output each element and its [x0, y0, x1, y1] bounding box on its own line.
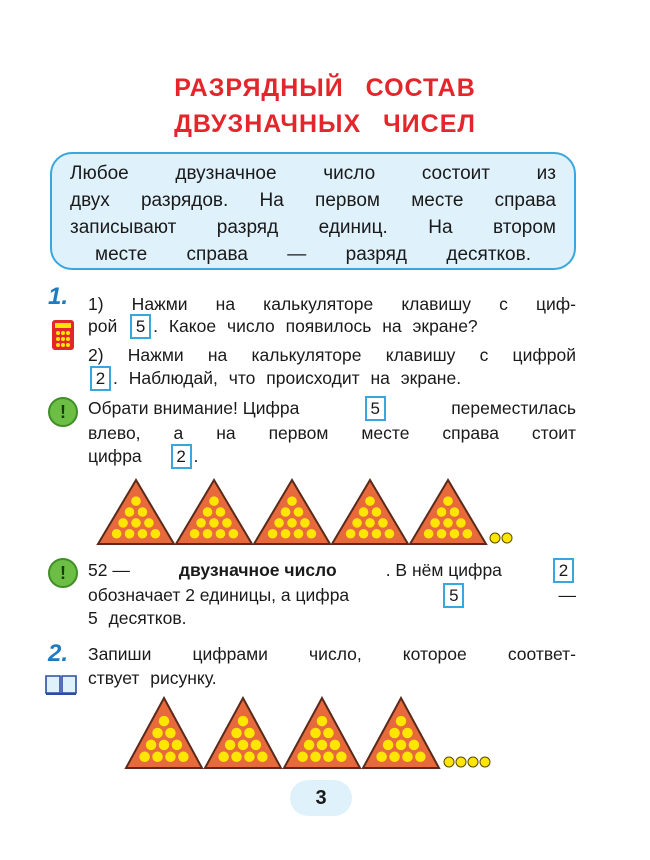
ten-dot: [125, 529, 135, 539]
ten-dot: [139, 752, 150, 763]
page-title-line-2: ДВУЗНАЧНЫХ ЧИСЕЛ: [174, 110, 476, 138]
text: —: [558, 585, 576, 605]
unit-dot: [480, 757, 490, 767]
ten-triangle: [284, 698, 360, 768]
bold-term: двузначное число: [178, 560, 337, 580]
task-1-number: 1.: [48, 283, 69, 310]
task-1-part-2-line-2: [88, 366, 461, 391]
ten-dot: [323, 752, 334, 763]
ten-dot: [402, 752, 413, 763]
ten-dot: [225, 740, 236, 751]
attention-icon: !: [48, 558, 78, 588]
digit-box: 5: [130, 314, 151, 339]
ten-dot: [118, 518, 128, 528]
ten-dot: [352, 518, 362, 528]
ten-dot: [146, 740, 157, 751]
text: 52 —: [88, 560, 130, 580]
ten-dot: [389, 728, 400, 739]
ten-dot: [336, 752, 347, 763]
ten-triangle: [410, 480, 486, 544]
unit-dot: [502, 533, 512, 543]
ten-dot: [365, 518, 375, 528]
ten-dot: [372, 507, 382, 517]
task-1-part-1-line-1: 1) Нажми на калькуляторе клавишу с циф-: [88, 294, 576, 314]
ten-dot: [294, 507, 304, 517]
row-2-shapes: [126, 698, 490, 768]
ten-dot: [216, 529, 226, 539]
ten-dot: [178, 752, 189, 763]
text: .: [193, 446, 199, 466]
ten-dot: [385, 529, 395, 539]
digit-box: 5: [365, 396, 386, 421]
ten-dot: [437, 507, 447, 517]
ten-dot: [443, 518, 453, 528]
ten-dot: [196, 518, 206, 528]
ten-dot: [294, 529, 304, 539]
digit-box: 2: [171, 444, 192, 469]
ten-dot: [463, 529, 473, 539]
ten-dot: [138, 529, 148, 539]
ten-dot: [346, 529, 356, 539]
unit-dot: [456, 757, 466, 767]
page-title-line-1: РАЗРЯДНЫЙ СОСТАВ: [174, 74, 476, 102]
ten-dot: [144, 518, 154, 528]
ten-dot: [443, 496, 453, 506]
text: переместилась: [451, 398, 576, 418]
ten-dot: [396, 716, 407, 727]
ten-dot: [125, 507, 135, 517]
ten-dot: [365, 496, 375, 506]
ten-triangle: [98, 480, 174, 544]
ten-dot: [281, 507, 291, 517]
task-1-part-1-line-2: [88, 314, 478, 339]
ten-dot: [209, 518, 219, 528]
ten-dot: [281, 529, 291, 539]
ten-dot: [231, 752, 242, 763]
ten-dot: [112, 529, 122, 539]
digit-box: 5: [443, 583, 464, 608]
tens-figure-row-2: [124, 696, 524, 772]
ten-dot: [430, 518, 440, 528]
note-1-line-2: влево, а на первом месте справа стоит: [88, 423, 576, 443]
ten-dot: [138, 507, 148, 517]
ten-dot: [287, 496, 297, 506]
ten-dot: [310, 752, 321, 763]
text: рой: [88, 316, 118, 336]
row-1-shapes: [98, 480, 512, 544]
ten-triangle: [205, 698, 281, 768]
ten-dot: [297, 752, 308, 763]
unit-dot: [444, 757, 454, 767]
ten-dot: [131, 518, 141, 528]
ten-dot: [131, 496, 141, 506]
ten-dot: [383, 740, 394, 751]
note-2-line-2: [88, 583, 576, 608]
digit-box: 2: [90, 366, 111, 391]
unit-dot: [490, 533, 500, 543]
ten-dot: [218, 752, 229, 763]
ten-dot: [396, 740, 407, 751]
ten-dot: [450, 507, 460, 517]
ten-dot: [287, 518, 297, 528]
rule-line: Любое двузначное число состоит из: [70, 163, 556, 184]
unit-dot: [468, 757, 478, 767]
ten-dot: [268, 529, 278, 539]
ten-dot: [165, 752, 176, 763]
ten-dot: [229, 529, 239, 539]
tens-figure-row-1: [96, 478, 536, 550]
ten-dot: [203, 507, 213, 517]
ten-dot: [190, 529, 200, 539]
ten-dot: [244, 728, 255, 739]
ten-dot: [172, 740, 183, 751]
task-2-line-1: Запиши цифрами число, которое соответ-: [88, 644, 576, 664]
note-1-line-1: [88, 396, 576, 421]
task-2-line-2: ствует рисунку.: [88, 668, 217, 688]
ten-dot: [378, 518, 388, 528]
ten-dot: [152, 752, 163, 763]
ten-dot: [251, 740, 261, 751]
note-2-line-3: 5 десятков.: [88, 608, 187, 628]
ten-dot: [359, 529, 369, 539]
ten-dot: [310, 728, 321, 739]
ten-dot: [372, 529, 382, 539]
ten-dot: [415, 752, 426, 763]
ten-dot: [317, 740, 328, 751]
ten-triangle: [332, 480, 408, 544]
attention-icon: !: [48, 397, 78, 427]
text: обозначает 2 единицы, а цифра: [88, 585, 350, 605]
note-1-line-3: [88, 444, 198, 469]
ten-dot: [159, 716, 170, 727]
text: . Какое число появилось на экране?: [153, 316, 478, 336]
rule-line: записывают разряд единиц. На втором: [70, 217, 556, 238]
ten-dot: [216, 507, 226, 517]
ten-dot: [274, 518, 284, 528]
ten-dot: [222, 518, 232, 528]
ten-dot: [424, 529, 434, 539]
ten-dot: [450, 529, 460, 539]
ten-triangle: [254, 480, 330, 544]
ten-dot: [238, 740, 249, 751]
text: цифра: [88, 446, 142, 466]
ten-dot: [456, 518, 466, 528]
book-icon: [44, 672, 78, 701]
ten-dot: [317, 716, 328, 727]
rule-line: месте справа — разряд десятков.: [95, 244, 531, 265]
ten-dot: [165, 728, 176, 739]
ten-dot: [409, 740, 420, 751]
ten-dot: [437, 529, 447, 539]
note-2-line-1: [88, 558, 576, 583]
ten-dot: [152, 728, 163, 739]
ten-dot: [209, 496, 219, 506]
page-number: 3: [290, 780, 352, 816]
ten-dot: [376, 752, 387, 763]
calculator-icon: [52, 320, 74, 350]
ten-triangle: [363, 698, 439, 768]
task-1-part-2-line-1: 2) Нажми на калькуляторе клавишу с цифрой: [88, 345, 576, 365]
ten-dot: [304, 740, 315, 751]
ten-dot: [159, 740, 170, 751]
ten-dot: [330, 740, 341, 751]
digit-box: 2: [553, 558, 574, 583]
ten-dot: [244, 752, 255, 763]
rule-line: двух разрядов. На первом месте справа: [70, 190, 556, 211]
ten-triangle: [126, 698, 202, 768]
ten-dot: [323, 728, 334, 739]
ten-triangle: [176, 480, 252, 544]
ten-dot: [300, 518, 310, 528]
ten-dot: [307, 529, 317, 539]
text: Обрати внимание! Цифра: [88, 398, 300, 418]
ten-dot: [402, 728, 413, 739]
ten-dot: [257, 752, 268, 763]
ten-dot: [359, 507, 369, 517]
ten-dot: [389, 752, 400, 763]
ten-dot: [151, 529, 161, 539]
ten-dot: [231, 728, 242, 739]
ten-dot: [203, 529, 213, 539]
text: . В нём цифра: [385, 560, 502, 580]
ten-dot: [238, 716, 249, 727]
text: . Наблюдай, что происходит на экране.: [113, 368, 462, 388]
task-2-number: 2.: [48, 640, 69, 667]
